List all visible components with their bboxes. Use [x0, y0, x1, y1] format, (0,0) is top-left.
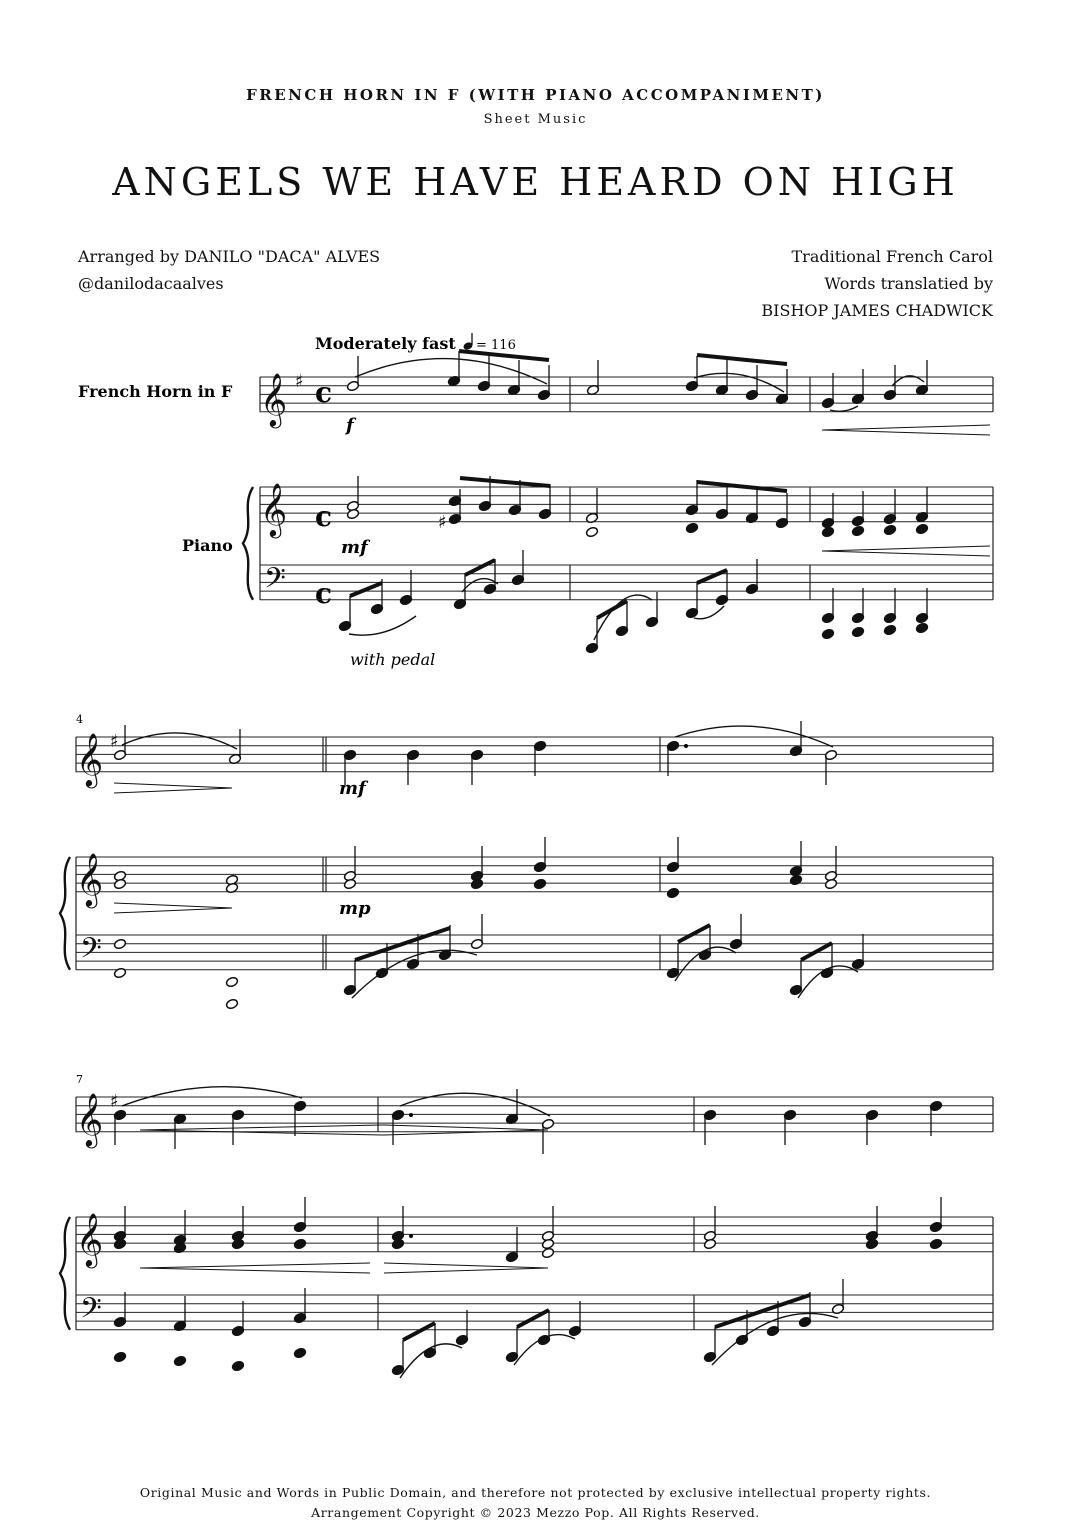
note [113, 967, 126, 979]
beam [678, 925, 710, 942]
note [541, 1247, 554, 1259]
note [113, 1351, 126, 1363]
decrescendo-hairpin [114, 783, 232, 788]
note [293, 1347, 306, 1359]
horn-key-sharp-icon: ♯ [110, 1091, 119, 1112]
tempo-text: Moderately fast [315, 334, 456, 353]
piano-brace [60, 1217, 70, 1330]
slur [122, 733, 237, 749]
horn-key-sharp-icon: ♯ [295, 371, 304, 392]
dynamic-horn-m1: f [346, 415, 354, 436]
beam [697, 355, 787, 364]
decrescendo-hairpin [384, 1125, 548, 1130]
piano-treble-clef-icon: 𝄞 [76, 1212, 104, 1266]
horn-treble-clef-icon: 𝄞 [76, 732, 104, 786]
beam [697, 570, 727, 583]
note [821, 628, 834, 640]
note [533, 878, 546, 890]
note [113, 938, 126, 950]
dot [409, 1113, 413, 1117]
piano-brace [243, 487, 253, 600]
footer-public-domain: Original Music and Words in Public Domain, and therefore not protected by exclusive intellectual property rights. [139, 1485, 932, 1500]
sharp-icon: ♯ [438, 512, 447, 533]
time-signature-horn: c [315, 376, 333, 409]
crescendo-hairpin [822, 546, 990, 551]
note [585, 526, 598, 538]
decrescendo-hairpin [114, 908, 232, 913]
quarter-note-icon [462, 333, 473, 351]
horn-treble-clef-icon: 𝄞 [260, 372, 288, 426]
slur [830, 406, 858, 411]
horn-label: French Horn in F [78, 382, 233, 401]
piano-treble-clef-icon: 𝄞 [260, 482, 288, 536]
note [789, 874, 802, 886]
pedal-marking: with pedal [350, 650, 436, 669]
decrescendo-hairpin [114, 788, 232, 793]
note [851, 626, 864, 638]
note [666, 887, 679, 899]
dynamic-piano-m1: mf [341, 537, 368, 558]
piano-bass-clef-icon: 𝄢 [80, 1292, 102, 1332]
footer [0, 1483, 1071, 1523]
translator-credit: BISHOP JAMES CHADWICK [761, 301, 993, 320]
measure-number-7: 7 [76, 1073, 83, 1086]
crescendo-hairpin [822, 430, 990, 435]
note [915, 523, 928, 535]
note [225, 998, 238, 1010]
piano-label: Piano [182, 536, 233, 555]
note [225, 976, 238, 988]
note [231, 1360, 244, 1372]
note [851, 525, 864, 537]
piano-treble-clef-icon: 𝄞 [76, 852, 104, 906]
staff-lines [60, 371, 993, 1332]
arranger-handle: @danilodacaalves [78, 274, 224, 293]
dynamic-piano-m5: mp [339, 898, 371, 919]
words-label: Words translatied by [824, 274, 993, 293]
time-signature-piano-bass: c [315, 577, 333, 610]
note [929, 1238, 942, 1250]
decrescendo-hairpin [384, 1268, 548, 1273]
crescendo-hairpin [140, 1263, 370, 1268]
note [685, 522, 698, 534]
slur [349, 616, 416, 635]
beam [715, 1295, 810, 1327]
piano-bass-clef-icon: 𝄢 [80, 932, 102, 972]
time-signature-piano-treble: c [315, 500, 333, 533]
crescendo-hairpin [140, 1125, 384, 1130]
beam [465, 560, 495, 575]
beam [801, 943, 832, 960]
decrescendo-hairpin [114, 903, 232, 908]
crescendo-hairpin [140, 1130, 384, 1135]
sheet-music-subtitle: Sheet Music [483, 112, 588, 127]
dot [684, 744, 688, 748]
instrument-heading: FRENCH HORN IN F (WITH PIANO ACCOMPANIMENT) [246, 86, 825, 104]
horn-treble-clef-icon: 𝄞 [76, 1092, 104, 1146]
dot [409, 1234, 413, 1238]
beam [350, 583, 382, 596]
arranger-credit: Arranged by DANILO "DACA" ALVES [78, 247, 381, 266]
slur [694, 373, 784, 392]
note [915, 622, 928, 634]
tempo-value: = 116 [476, 338, 516, 353]
note [883, 624, 896, 636]
note [293, 1238, 306, 1250]
slur [694, 606, 724, 619]
note [173, 1355, 186, 1367]
crescendo-hairpin [822, 551, 990, 556]
crescendo-hairpin [822, 425, 990, 430]
slur [122, 1087, 302, 1106]
dynamic-horn-m5: mf [339, 778, 366, 799]
notes [113, 351, 990, 1378]
slur [352, 950, 477, 998]
note [821, 526, 834, 538]
origin-credit: Traditional French Carol [791, 247, 993, 266]
note [883, 524, 896, 536]
piano-bass-clef-icon: 𝄢 [264, 562, 286, 602]
crescendo-hairpin [140, 1268, 370, 1273]
decrescendo-hairpin [384, 1263, 548, 1268]
decrescendo-hairpin [384, 1130, 548, 1135]
horn-key-sharp-icon: ♯ [110, 731, 119, 752]
beam [403, 1323, 435, 1340]
measure-number-4: 4 [76, 713, 83, 726]
footer-copyright: Arrangement Copyright © 2023 Mezzo Pop. All Rights Reserved. [311, 1505, 760, 1520]
beam [460, 478, 550, 486]
piano-brace [60, 857, 70, 970]
piece-title: ANGELS WE HAVE HEARD ON HIGH [112, 160, 959, 204]
